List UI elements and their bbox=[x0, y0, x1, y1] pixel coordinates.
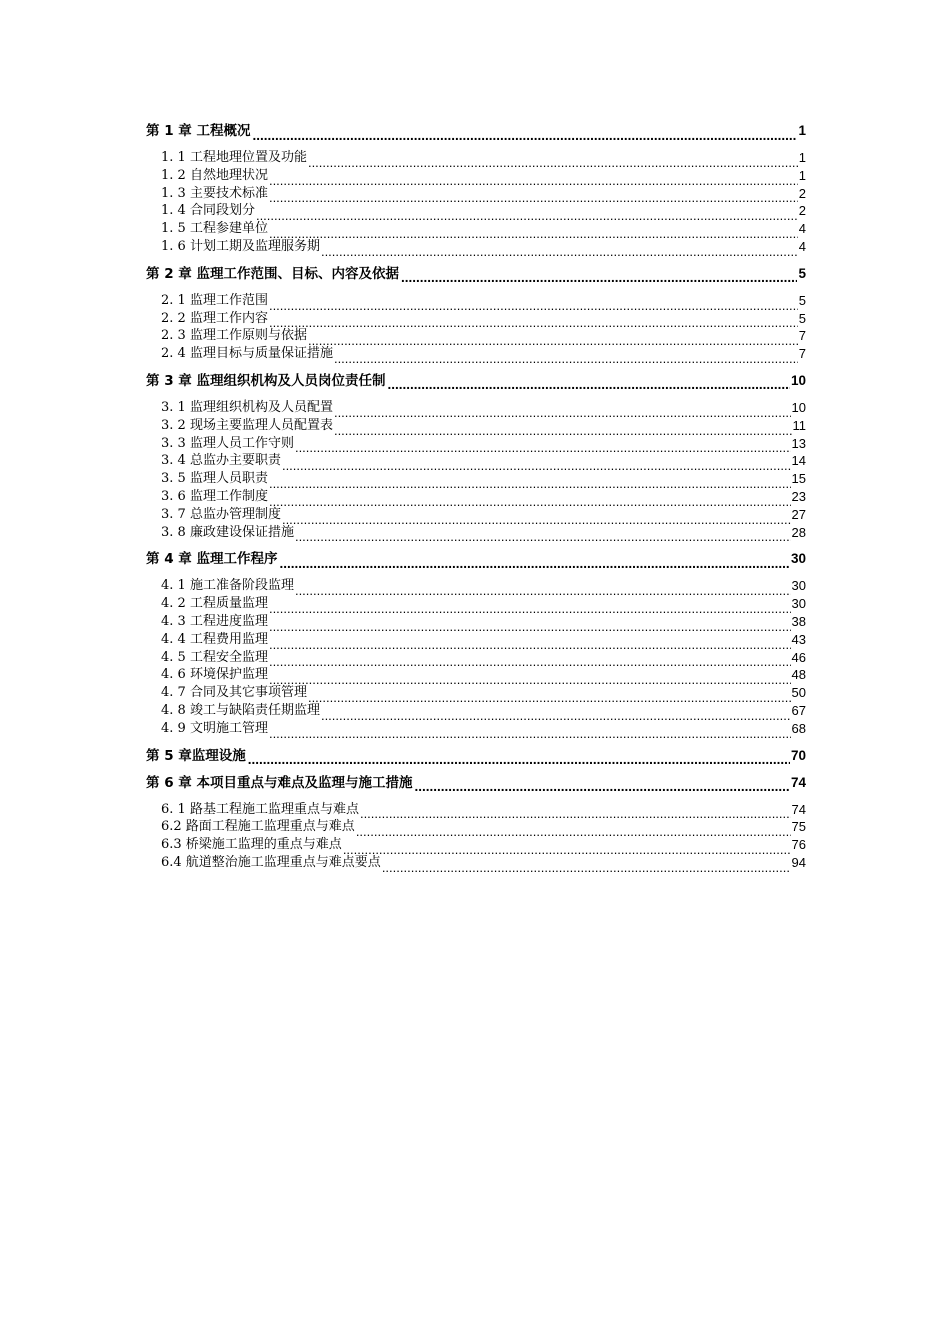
toc-chapter-4[interactable] bbox=[146, 550, 806, 568]
dot-leader bbox=[295, 582, 791, 595]
toc-section-title: 3. 7 总监办管理制度 bbox=[161, 506, 281, 522]
dot-leader bbox=[256, 207, 798, 220]
dot-leader bbox=[334, 404, 791, 417]
toc-chapter-title: 第 6 章 本项目重点与难点及监理与施工措施 bbox=[146, 774, 413, 791]
toc-page-number: 30 bbox=[791, 596, 806, 612]
toc-section-title: 2. 3 监理工作原则与依据 bbox=[161, 328, 307, 344]
dot-leader bbox=[343, 841, 791, 854]
toc-section[interactable] bbox=[146, 470, 806, 488]
toc-section[interactable] bbox=[146, 818, 806, 836]
toc-section[interactable] bbox=[146, 631, 806, 649]
dot-leader bbox=[295, 528, 791, 541]
dot-leader bbox=[269, 725, 791, 738]
toc-page-number: 5 bbox=[798, 292, 806, 308]
toc-section-title: 3. 4 总监办主要职责 bbox=[161, 453, 281, 469]
toc-section[interactable] bbox=[146, 613, 806, 631]
toc-chapter-1[interactable] bbox=[146, 122, 806, 140]
toc-section[interactable] bbox=[146, 506, 806, 524]
toc-section[interactable] bbox=[146, 488, 806, 506]
toc-section-title: 4. 1 施工准备阶段监理 bbox=[161, 578, 294, 594]
toc-section[interactable] bbox=[146, 452, 806, 470]
toc-page-number: 4 bbox=[798, 238, 806, 254]
toc-section[interactable] bbox=[146, 854, 806, 872]
toc-section-title: 1. 4 合同段划分 bbox=[161, 203, 255, 219]
dot-leader bbox=[280, 555, 790, 569]
toc-section[interactable] bbox=[146, 345, 806, 363]
toc-section-title: 1. 3 主要技术标准 bbox=[161, 185, 268, 201]
toc-section-title: 3. 2 现场主要监理人员配置表 bbox=[161, 417, 333, 433]
toc-page-number: 27 bbox=[791, 506, 806, 522]
toc-chapter-title: 第 3 章 监理组织机构及人员岗位责任制 bbox=[146, 372, 386, 389]
dot-leader bbox=[269, 475, 791, 488]
toc-section[interactable] bbox=[146, 666, 806, 684]
toc-section[interactable] bbox=[146, 801, 806, 819]
toc-page-number: 10 bbox=[791, 399, 806, 415]
toc-page-number: 74 bbox=[790, 774, 806, 790]
dot-leader bbox=[415, 778, 790, 792]
toc-page-number: 2 bbox=[798, 203, 806, 219]
dot-leader bbox=[282, 457, 791, 470]
toc-page-number: 28 bbox=[791, 524, 806, 540]
toc-section[interactable] bbox=[146, 327, 806, 345]
toc-page-number: 38 bbox=[791, 613, 806, 629]
toc-section-title: 4. 5 工程安全监理 bbox=[161, 649, 268, 665]
toc-chapter-title: 第 5 章监理设施 bbox=[146, 747, 246, 764]
toc-section-title: 6.4 航道整治施工监理重点与难点要点 bbox=[161, 854, 381, 870]
toc-section[interactable] bbox=[146, 399, 806, 417]
dot-leader bbox=[388, 376, 790, 390]
toc-section[interactable] bbox=[146, 836, 806, 854]
toc-section[interactable] bbox=[146, 292, 806, 310]
toc-section[interactable] bbox=[146, 595, 806, 613]
dot-leader bbox=[295, 439, 791, 452]
toc-page-number: 43 bbox=[791, 631, 806, 647]
toc-page-number: 7 bbox=[798, 346, 806, 362]
dot-leader bbox=[360, 805, 791, 818]
dot-leader bbox=[269, 314, 798, 327]
toc-section[interactable] bbox=[146, 435, 806, 453]
toc-section[interactable] bbox=[146, 185, 806, 203]
toc-page-number: 23 bbox=[791, 488, 806, 504]
toc-page-number: 10 bbox=[790, 372, 806, 388]
toc-section[interactable] bbox=[146, 649, 806, 667]
toc-section-title: 6.3 桥梁施工监理的重点与难点 bbox=[161, 837, 342, 853]
toc-chapter-title: 第 2 章 监理工作范围、目标、内容及依据 bbox=[146, 265, 399, 282]
toc-page-number: 5 bbox=[798, 310, 806, 326]
toc-page-number: 1 bbox=[798, 150, 806, 165]
toc-chapter-3[interactable] bbox=[146, 372, 806, 390]
dot-leader bbox=[253, 127, 798, 141]
toc-page-number: 74 bbox=[791, 801, 806, 817]
toc-page-number: 15 bbox=[791, 471, 806, 487]
toc-chapter-6[interactable] bbox=[146, 774, 806, 792]
toc-page-number: 7 bbox=[798, 328, 806, 344]
dot-leader bbox=[308, 154, 798, 167]
toc-page-number: 1 bbox=[798, 123, 806, 138]
dot-leader bbox=[269, 618, 791, 631]
toc-section[interactable] bbox=[146, 149, 806, 167]
toc-page-number: 1 bbox=[798, 167, 806, 183]
toc-section-title: 1. 1 工程地理位置及功能 bbox=[161, 150, 307, 165]
toc-page-number: 70 bbox=[790, 747, 806, 763]
dot-leader bbox=[321, 243, 798, 256]
dot-leader bbox=[269, 297, 798, 310]
dot-leader bbox=[356, 823, 791, 836]
toc-section[interactable] bbox=[146, 310, 806, 328]
toc-chapter-title: 第 4 章 监理工作程序 bbox=[146, 551, 278, 568]
toc-section[interactable] bbox=[146, 417, 806, 435]
toc-section-title: 3. 3 监理人员工作守则 bbox=[161, 435, 294, 451]
dot-leader bbox=[248, 751, 790, 765]
toc-section-title: 1. 5 工程参建单位 bbox=[161, 221, 268, 237]
dot-leader bbox=[401, 269, 797, 283]
toc-page-number: 30 bbox=[790, 551, 806, 567]
toc-page-number: 50 bbox=[791, 685, 806, 701]
toc-chapter-title: 第 1 章 工程概况 bbox=[146, 123, 251, 139]
dot-leader bbox=[308, 332, 798, 345]
toc-section[interactable] bbox=[146, 167, 806, 185]
toc-section[interactable] bbox=[146, 684, 806, 702]
toc-section-title: 4. 4 工程费用监理 bbox=[161, 631, 268, 647]
toc-section-title: 6.2 路面工程施工监理重点与难点 bbox=[161, 819, 355, 835]
toc-chapter-5[interactable] bbox=[146, 747, 806, 765]
dot-leader bbox=[269, 636, 791, 649]
toc-section[interactable] bbox=[146, 202, 806, 220]
toc-page-number: 30 bbox=[791, 578, 806, 594]
dot-leader bbox=[334, 350, 798, 363]
dot-leader bbox=[269, 493, 791, 506]
toc-section-title: 1. 2 自然地理状况 bbox=[161, 167, 268, 183]
toc-section-title: 3. 5 监理人员职责 bbox=[161, 471, 268, 487]
toc-section-title: 4. 7 合同及其它事项管理 bbox=[161, 685, 307, 701]
toc-page-number: 5 bbox=[798, 265, 806, 281]
toc-page-number: 94 bbox=[791, 854, 806, 870]
dot-leader bbox=[382, 859, 791, 872]
toc-page-number: 46 bbox=[791, 649, 806, 665]
toc-page-number: 68 bbox=[791, 720, 806, 736]
toc-section[interactable] bbox=[146, 720, 806, 738]
toc-page-number: 76 bbox=[791, 837, 806, 853]
dot-leader bbox=[308, 689, 791, 702]
toc-section-title: 4. 9 文明施工管理 bbox=[161, 720, 268, 736]
toc-section[interactable] bbox=[146, 238, 806, 256]
toc-section-title: 4. 6 环境保护监理 bbox=[161, 667, 268, 683]
toc-section-title: 2. 2 监理工作内容 bbox=[161, 310, 268, 326]
toc-section-title: 1. 6 计划工期及监理服务期 bbox=[161, 238, 320, 254]
toc-page-number: 11 bbox=[792, 417, 806, 433]
toc-section[interactable] bbox=[146, 577, 806, 595]
dot-leader bbox=[269, 653, 791, 666]
toc-section-title: 4. 3 工程进度监理 bbox=[161, 613, 268, 629]
toc-section-title: 6. 1 路基工程施工监理重点与难点 bbox=[161, 801, 359, 817]
table-of-contents bbox=[146, 122, 806, 872]
toc-page-number: 48 bbox=[791, 667, 806, 683]
toc-section-title: 3. 6 监理工作制度 bbox=[161, 488, 268, 504]
toc-page-number: 13 bbox=[791, 435, 806, 451]
dot-leader bbox=[269, 172, 798, 185]
dot-leader bbox=[321, 707, 791, 720]
dot-leader bbox=[269, 671, 791, 684]
toc-section[interactable] bbox=[146, 524, 806, 542]
toc-page-number: 14 bbox=[791, 453, 806, 469]
toc-page-number: 75 bbox=[791, 819, 806, 835]
dot-leader bbox=[282, 511, 791, 524]
toc-section-title: 3. 8 廉政建设保证措施 bbox=[161, 524, 294, 540]
dot-leader bbox=[269, 225, 798, 238]
toc-section-title: 2. 1 监理工作范围 bbox=[161, 292, 268, 308]
toc-page-number: 2 bbox=[798, 185, 806, 201]
toc-section[interactable] bbox=[146, 220, 806, 238]
toc-page-number: 4 bbox=[798, 221, 806, 237]
toc-section-title: 2. 4 监理目标与质量保证措施 bbox=[161, 346, 333, 362]
dot-leader bbox=[269, 189, 798, 202]
toc-section-title: 4. 2 工程质量监理 bbox=[161, 596, 268, 612]
toc-page-number: 67 bbox=[791, 702, 806, 718]
toc-section-title: 3. 1 监理组织机构及人员配置 bbox=[161, 399, 333, 415]
toc-section-title: 4. 8 竣工与缺陷责任期监理 bbox=[161, 702, 320, 718]
dot-leader bbox=[334, 422, 792, 435]
dot-leader bbox=[269, 600, 791, 613]
toc-chapter-2[interactable] bbox=[146, 265, 806, 283]
toc-section[interactable] bbox=[146, 702, 806, 720]
